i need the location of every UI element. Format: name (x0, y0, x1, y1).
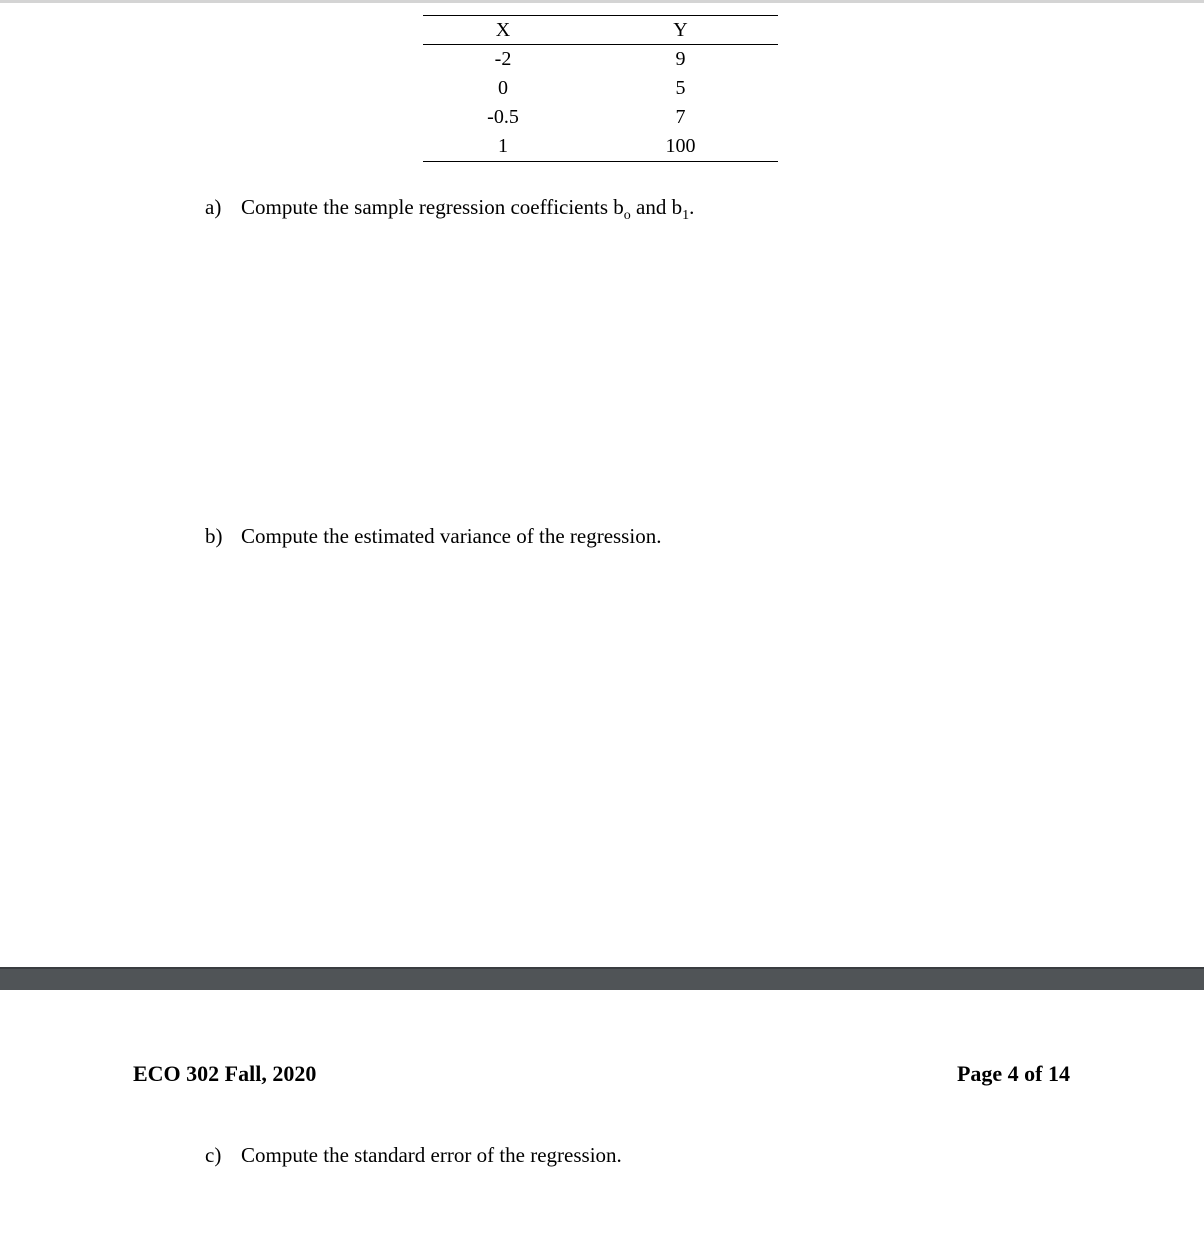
table-cell-y: 9 (675, 48, 686, 70)
footer-page-number: Page 4 of 14 (956, 1061, 1070, 1086)
table-row (423, 132, 778, 162)
subscript-one: 1 (682, 208, 690, 224)
question-a-label: a) (205, 195, 222, 219)
question-a-text (241, 195, 695, 224)
question-b-label: b) (205, 524, 223, 548)
footer-course: ECO 302 Fall, 2020 (133, 1061, 317, 1086)
question-a (205, 195, 694, 224)
question-a-text-mid: and b (630, 195, 683, 219)
question-a-text-start: Compute the sample regression coefficients b (241, 195, 624, 219)
table-cell-x: -2 (494, 48, 512, 70)
table-row (423, 74, 778, 103)
table-cell-y: 7 (675, 106, 686, 128)
question-a-text-end: . (689, 195, 695, 219)
question-b (205, 524, 661, 549)
table-cell-x: 1 (423, 132, 583, 162)
page-break-separator (0, 967, 1204, 990)
table-header-y: Y (583, 16, 778, 45)
table-header-x: X (423, 16, 583, 45)
question-c-label: c) (205, 1143, 222, 1167)
table-cell-y: 5 (675, 77, 686, 99)
table-cell-x: -0.5 (487, 106, 519, 128)
table-row (423, 103, 778, 132)
subscript-zero: o (623, 208, 631, 224)
table-row (423, 45, 778, 75)
top-edge-divider (0, 0, 1204, 3)
table-header-row (423, 16, 778, 45)
question-c-text: Compute the standard error of the regression. (241, 1143, 622, 1167)
xy-data-table (423, 15, 778, 162)
question-b-text: Compute the estimated variance of the regression. (241, 524, 662, 548)
table-cell-y: 100 (583, 132, 778, 162)
question-c (205, 1143, 622, 1168)
table-cell-x: 0 (498, 77, 508, 99)
